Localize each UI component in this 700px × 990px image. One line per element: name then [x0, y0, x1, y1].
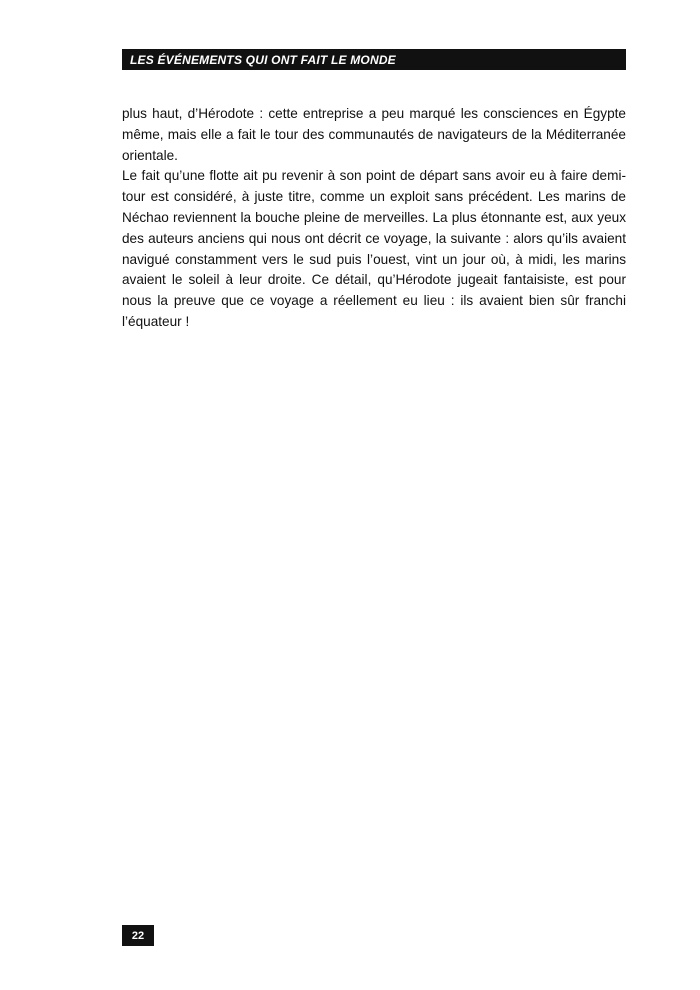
- body-text: [122, 104, 626, 333]
- running-header-title: LES ÉVÉNEMENTS QUI ONT FAIT LE MONDE: [130, 52, 396, 67]
- paragraph: Le fait qu’une flotte ait pu revenir à son point de départ sans avoir eu à faire demi-tour est considéré, à juste titre, comme un exploit sans précédent. Les marins de Néchao reviennent la bouche pleine de merveilles. La plus étonnante est, aux yeux des auteurs anciens qui nous ont décrit ce voyage, la suivante : alors qu’ils avaient navigué constamment vers le sud puis l’ouest, vint un jour où, à midi, les marins avaient le soleil à leur droite. Ce détail, qu’Hérodote jugeait fantaisiste, est pour nous la preuve que ce voyage a réellement eu lieu : ils avaient bien sûr franchi l’équateur !: [122, 168, 626, 329]
- running-header: [122, 49, 626, 70]
- page-number-box: [122, 925, 154, 946]
- page-number: 22: [131, 929, 145, 942]
- paragraph: plus haut, d’Hérodote : cette entreprise a peu marqué les consciences en Égypte même, mais elle a fait le tour des communautés de navigateurs de la Méditerranée orientale.: [122, 106, 626, 163]
